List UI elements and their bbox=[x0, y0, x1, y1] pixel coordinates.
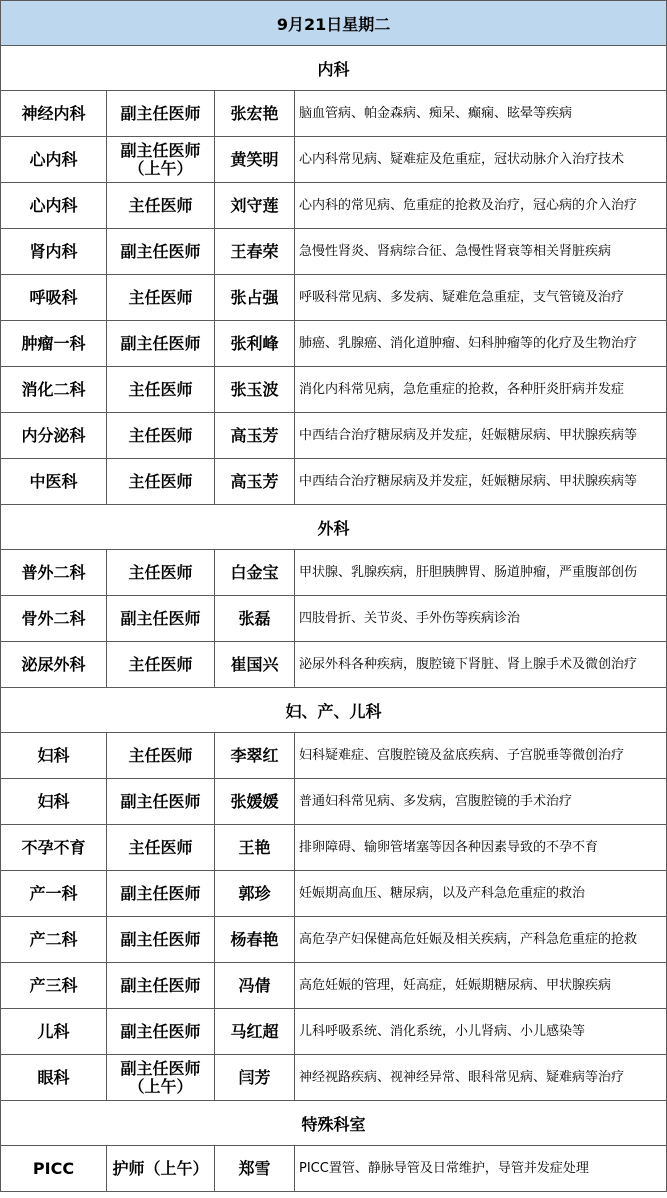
doctor-name-cell: 杨春艳 bbox=[215, 917, 295, 963]
section-header-row bbox=[1, 505, 667, 550]
specialty-cell: 中西结合治疗糖尿病及并发症，妊娠糖尿病、甲状腺疾病等 bbox=[295, 413, 667, 459]
table-row bbox=[1, 137, 667, 183]
specialty-cell: 神经视路疾病、视神经异常、眼科常见病、疑难病等治疗 bbox=[295, 1055, 667, 1101]
specialty-cell: 四肢骨折、关节炎、手外伤等疾病诊治 bbox=[295, 596, 667, 642]
doctor-title-cell: 主任医师 bbox=[107, 550, 215, 596]
doctor-name-cell: 张玉波 bbox=[215, 367, 295, 413]
schedule-body bbox=[1, 1, 667, 1192]
doctor-name-cell: 李翠红 bbox=[215, 733, 295, 779]
section-title: 内科 bbox=[1, 46, 667, 91]
doctor-title-cell: 护师（上午） bbox=[107, 1146, 215, 1192]
table-row bbox=[1, 733, 667, 779]
doctor-title-cell: 副主任医师 （上午） bbox=[107, 1055, 215, 1101]
doctor-title-cell: 副主任医师 bbox=[107, 963, 215, 1009]
specialty-cell: 高危妊娠的管理，妊高症，妊娠期糖尿病、甲状腺疾病 bbox=[295, 963, 667, 1009]
section-header-row bbox=[1, 1101, 667, 1146]
doctor-name-cell: 冯倩 bbox=[215, 963, 295, 1009]
department-cell: 妇科 bbox=[1, 733, 107, 779]
department-cell: 泌尿外科 bbox=[1, 642, 107, 688]
department-cell: 产二科 bbox=[1, 917, 107, 963]
table-row bbox=[1, 779, 667, 825]
department-cell: 肿瘤一科 bbox=[1, 321, 107, 367]
department-cell: 内分泌科 bbox=[1, 413, 107, 459]
department-cell: 不孕不育 bbox=[1, 825, 107, 871]
specialty-cell: 消化内科常见病，急危重症的抢救，各种肝炎肝病并发症 bbox=[295, 367, 667, 413]
department-cell: 普外二科 bbox=[1, 550, 107, 596]
department-cell: 妇科 bbox=[1, 779, 107, 825]
department-cell: 中医科 bbox=[1, 459, 107, 505]
table-row bbox=[1, 1009, 667, 1055]
table-row bbox=[1, 367, 667, 413]
table-row bbox=[1, 550, 667, 596]
section-title: 外科 bbox=[1, 505, 667, 550]
doctor-title-cell: 副主任医师 （上午） bbox=[107, 137, 215, 183]
doctor-name-cell: 张占强 bbox=[215, 275, 295, 321]
section-title: 妇、产、儿科 bbox=[1, 688, 667, 733]
doctor-name-cell: 张宏艳 bbox=[215, 91, 295, 137]
table-row bbox=[1, 321, 667, 367]
department-cell: 产三科 bbox=[1, 963, 107, 1009]
doctor-title-cell: 主任医师 bbox=[107, 825, 215, 871]
section-title: 特殊科室 bbox=[1, 1101, 667, 1146]
specialty-cell: 妇科疑难症、宫腹腔镜及盆底疾病、子宫脱垂等微创治疗 bbox=[295, 733, 667, 779]
specialty-cell: 呼吸科常见病、多发病、疑难危急重症，支气管镜及治疗 bbox=[295, 275, 667, 321]
department-cell: 呼吸科 bbox=[1, 275, 107, 321]
doctor-name-cell: 闫芳 bbox=[215, 1055, 295, 1101]
specialty-cell: 中西结合治疗糖尿病及并发症，妊娠糖尿病、甲状腺疾病等 bbox=[295, 459, 667, 505]
doctor-title-cell: 主任医师 bbox=[107, 459, 215, 505]
table-row bbox=[1, 871, 667, 917]
doctor-name-cell: 张磊 bbox=[215, 596, 295, 642]
table-row bbox=[1, 963, 667, 1009]
department-cell: 消化二科 bbox=[1, 367, 107, 413]
doctor-title-cell: 副主任医师 bbox=[107, 1009, 215, 1055]
table-row bbox=[1, 275, 667, 321]
specialty-cell: 甲状腺、乳腺疾病，肝胆胰脾胃、肠道肿瘤，严重腹部创伤 bbox=[295, 550, 667, 596]
specialty-cell: 急慢性肾炎、肾病综合征、急慢性肾衰等相关肾脏疾病 bbox=[295, 229, 667, 275]
table-row bbox=[1, 1146, 667, 1192]
table-row bbox=[1, 642, 667, 688]
department-cell: 肾内科 bbox=[1, 229, 107, 275]
specialty-cell: 儿科呼吸系统、消化系统，小儿肾病、小儿感染等 bbox=[295, 1009, 667, 1055]
table-row bbox=[1, 917, 667, 963]
doctor-name-cell: 王春荣 bbox=[215, 229, 295, 275]
doctor-name-cell: 刘守莲 bbox=[215, 183, 295, 229]
specialty-cell: 肺癌、乳腺癌、消化道肿瘤、妇科肿瘤等的化疗及生物治疗 bbox=[295, 321, 667, 367]
doctor-title-cell: 主任医师 bbox=[107, 275, 215, 321]
table-row bbox=[1, 825, 667, 871]
doctor-name-cell: 郑雪 bbox=[215, 1146, 295, 1192]
doctor-name-cell: 白金宝 bbox=[215, 550, 295, 596]
doctor-title-cell: 副主任医师 bbox=[107, 779, 215, 825]
doctor-name-cell: 黄笑明 bbox=[215, 137, 295, 183]
section-header-row bbox=[1, 46, 667, 91]
doctor-name-cell: 崔国兴 bbox=[215, 642, 295, 688]
doctor-title-cell: 主任医师 bbox=[107, 413, 215, 459]
doctor-title-cell: 主任医师 bbox=[107, 183, 215, 229]
doctor-name-cell: 张媛媛 bbox=[215, 779, 295, 825]
doctor-title-cell: 副主任医师 bbox=[107, 596, 215, 642]
doctor-title-cell: 副主任医师 bbox=[107, 321, 215, 367]
doctor-title-cell: 副主任医师 bbox=[107, 229, 215, 275]
doctor-name-cell: 高玉芳 bbox=[215, 459, 295, 505]
department-cell: 心内科 bbox=[1, 137, 107, 183]
department-cell: 骨外二科 bbox=[1, 596, 107, 642]
department-cell: 心内科 bbox=[1, 183, 107, 229]
department-cell: PICC bbox=[1, 1146, 107, 1192]
date-title: 9月21日星期二 bbox=[1, 1, 667, 46]
doctor-title-cell: 副主任医师 bbox=[107, 917, 215, 963]
doctor-title-cell: 主任医师 bbox=[107, 642, 215, 688]
specialty-cell: 普通妇科常见病、多发病，宫腹腔镜的手术治疗 bbox=[295, 779, 667, 825]
table-row bbox=[1, 1055, 667, 1101]
table-row bbox=[1, 413, 667, 459]
specialty-cell: 妊娠期高血压、糖尿病，以及产科急危重症的救治 bbox=[295, 871, 667, 917]
doctor-name-cell: 郭珍 bbox=[215, 871, 295, 917]
doctor-name-cell: 张利峰 bbox=[215, 321, 295, 367]
doctor-title-cell: 副主任医师 bbox=[107, 91, 215, 137]
section-header-row bbox=[1, 688, 667, 733]
table-row bbox=[1, 91, 667, 137]
specialty-cell: PICC置管、静脉导管及日常维护，导管并发症处理 bbox=[295, 1146, 667, 1192]
department-cell: 神经内科 bbox=[1, 91, 107, 137]
table-row bbox=[1, 596, 667, 642]
table-row bbox=[1, 229, 667, 275]
department-cell: 儿科 bbox=[1, 1009, 107, 1055]
department-cell: 产一科 bbox=[1, 871, 107, 917]
doctor-name-cell: 马红超 bbox=[215, 1009, 295, 1055]
specialty-cell: 泌尿外科各种疾病，腹腔镜下肾脏、肾上腺手术及微创治疗 bbox=[295, 642, 667, 688]
doctor-name-cell: 王艳 bbox=[215, 825, 295, 871]
specialty-cell: 脑血管病、帕金森病、痴呆、癫痫、眩晕等疾病 bbox=[295, 91, 667, 137]
department-cell: 眼科 bbox=[1, 1055, 107, 1101]
specialty-cell: 心内科常见病、疑难症及危重症，冠状动脉介入治疗技术 bbox=[295, 137, 667, 183]
doctor-title-cell: 副主任医师 bbox=[107, 871, 215, 917]
table-row bbox=[1, 459, 667, 505]
doctor-title-cell: 主任医师 bbox=[107, 733, 215, 779]
specialty-cell: 排卵障碍、输卵管堵塞等因各种因素导致的不孕不育 bbox=[295, 825, 667, 871]
specialty-cell: 高危孕产妇保健高危妊娠及相关疾病，产科急危重症的抢救 bbox=[295, 917, 667, 963]
doctor-title-cell: 主任医师 bbox=[107, 367, 215, 413]
table-row bbox=[1, 183, 667, 229]
date-header-row bbox=[1, 1, 667, 46]
doctor-name-cell: 高玉芳 bbox=[215, 413, 295, 459]
specialty-cell: 心内科的常见病、危重症的抢救及治疗，冠心病的介入治疗 bbox=[295, 183, 667, 229]
